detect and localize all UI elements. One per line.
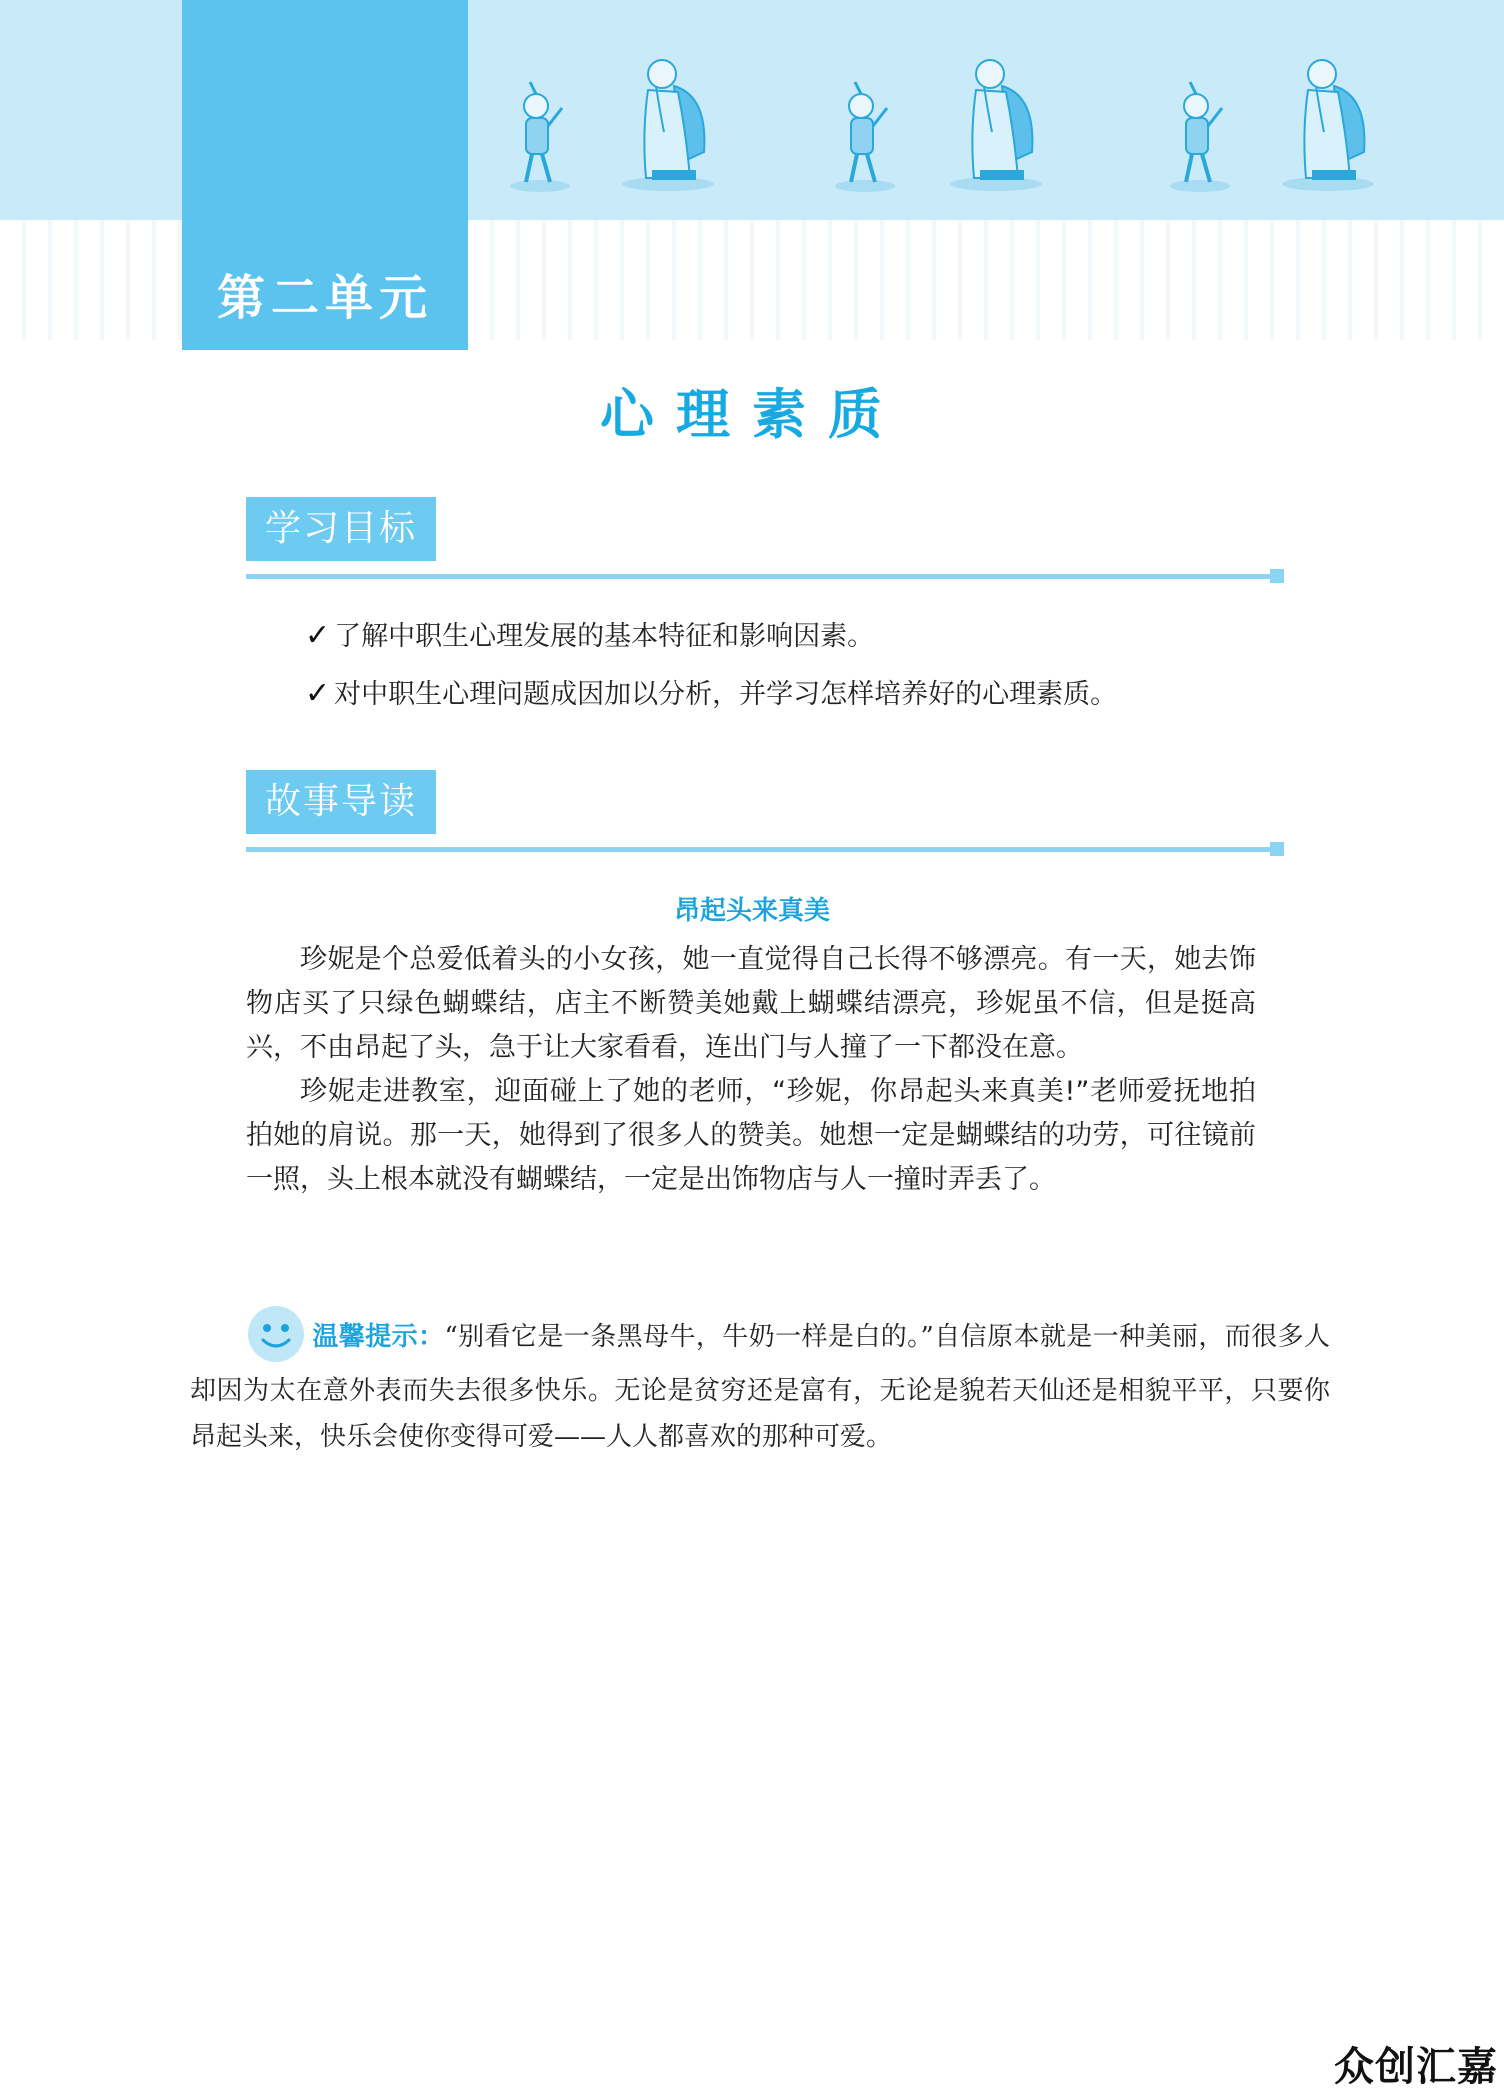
boy-figure-illustration — [500, 78, 580, 193]
old-man-figure-illustration — [940, 52, 1052, 192]
boy-figure-illustration — [1160, 78, 1240, 193]
chapter-title: 心理素质 — [600, 383, 904, 446]
goal-text: 对中职生心理问题成因加以分析，并学习怎样培养好的心理素质。 — [334, 679, 1118, 710]
checkmark-icon: ✓ — [305, 618, 331, 653]
unit-label: 第二单元 — [216, 270, 433, 326]
tip-text: “别看它是一条黑母牛，牛奶一样是白的。”自信原本就是一种美丽，而很多人却因为太在意外表而失去很多快乐。无论是贫穷还是富有，无论是貌若天仙还是相貌平平，只要你昂起头来，快乐会使你变得可爱——人人都喜欢的那种可爱。 — [190, 1322, 1330, 1452]
watermark-logo: 众创汇嘉 — [1334, 2044, 1498, 2090]
goal-item — [305, 672, 1117, 711]
goal-item — [305, 614, 874, 653]
goal-text: 了解中职生心理发展的基本特征和影响因素。 — [334, 621, 875, 652]
section-tab-goals: 学习目标 — [246, 497, 436, 561]
story-paragraph: 珍妮走进教室，迎面碰上了她的老师，“珍妮，你昂起头来真美!”老师爱抚地拍拍她的肩说。那一天，她得到了很多人的赞美。她想一定是蝴蝶结的功劳，可往镜前一照，头上根本就没有蝴蝶结，一定是出饰物店与人一撞时弄丢了。 — [246, 1076, 1256, 1195]
old-man-figure-illustration — [1272, 52, 1384, 192]
section-divider — [246, 574, 1276, 579]
story-title: 昂起头来真美 — [673, 896, 830, 926]
boy-figure-illustration — [825, 78, 905, 193]
section-tab-story: 故事导读 — [246, 770, 436, 834]
checkmark-icon: ✓ — [305, 676, 331, 711]
warm-tip — [190, 1308, 1330, 1460]
tip-label: 温馨提示： — [312, 1322, 445, 1352]
old-man-figure-illustration — [612, 52, 724, 192]
smiley-face-icon — [246, 1304, 306, 1364]
section-divider — [246, 847, 1276, 852]
unit-block — [182, 0, 468, 350]
story-paragraph: 珍妮是个总爱低着头的小女孩，她一直觉得自己长得不够漂亮。有一天，她去饰物店买了只绿色蝴蝶结，店主不断赞美她戴上蝴蝶结漂亮，珍妮虽不信，但是挺高兴，不由昂起了头，急于让大家看看，连出门与人撞了一下都没在意。 — [246, 944, 1256, 1063]
